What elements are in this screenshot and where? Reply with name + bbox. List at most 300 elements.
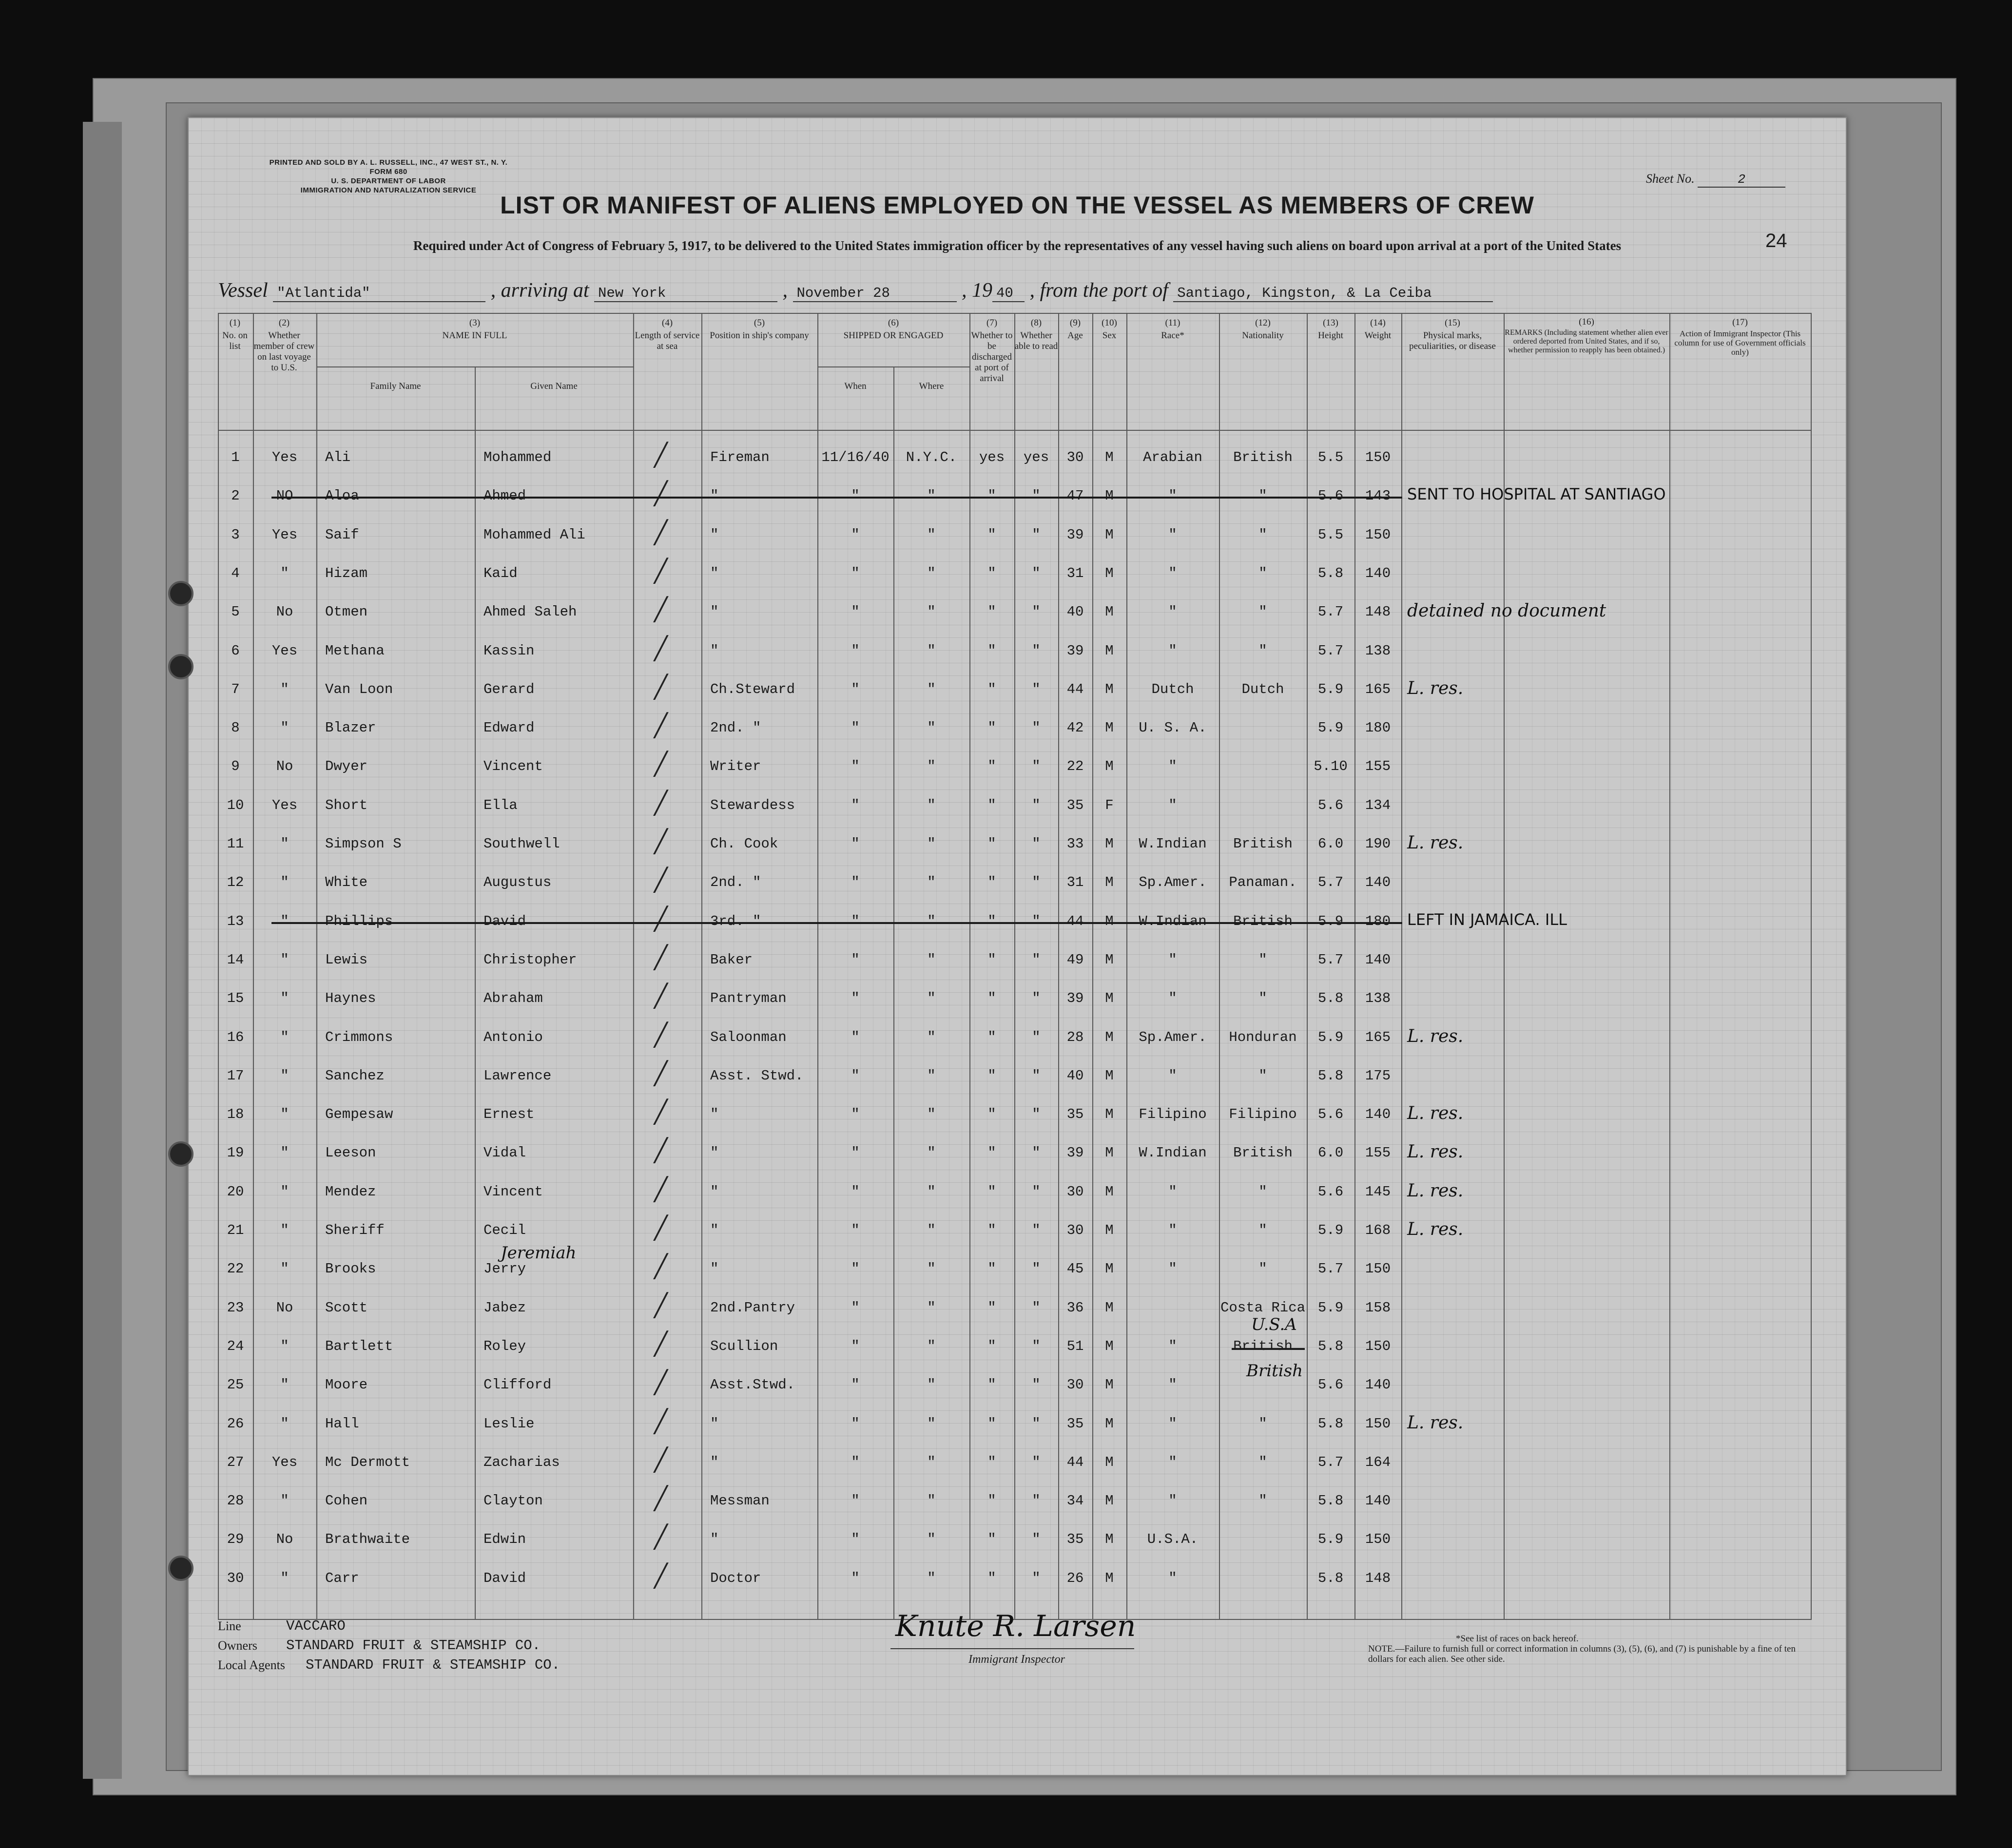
- cell-read: ": [1032, 990, 1041, 1007]
- cell-when: ": [851, 1106, 860, 1123]
- cell-age: 44: [1066, 1454, 1084, 1470]
- cell-read: ": [1032, 1299, 1041, 1316]
- cell-race: W.Indian: [1139, 1145, 1207, 1161]
- cell-weight: 158: [1365, 1299, 1391, 1316]
- service-tick-mark: ╱: [654, 557, 668, 584]
- vessel-line: Vessel "Atlantida" , arriving at New York , November 28 , 19 40 , from the port of Santiago, Kingston, & La Ceiba: [218, 279, 1493, 302]
- remark-note: L. res.: [1407, 833, 1464, 853]
- cell-weight: 148: [1365, 604, 1391, 620]
- cell-when: ": [851, 1454, 860, 1470]
- cell-position: 2nd.Pantry: [710, 1299, 795, 1316]
- remark-note: detained no document: [1407, 601, 1606, 621]
- cell-read: ": [1032, 681, 1041, 697]
- cell-race: ": [1168, 1377, 1177, 1393]
- cell-read: ": [1032, 1261, 1041, 1277]
- agents-value: STANDARD FRUIT & STEAMSHIP CO.: [306, 1657, 561, 1673]
- cell-sex: M: [1105, 836, 1114, 852]
- cell-when: ": [851, 758, 860, 775]
- cell-nat: ": [1258, 1261, 1267, 1277]
- cell-no: 14: [227, 951, 244, 968]
- cell-race: ": [1168, 797, 1177, 813]
- cell-prev: ": [280, 1222, 289, 1238]
- cell-sex: M: [1105, 990, 1114, 1007]
- line-label: Line: [218, 1619, 241, 1633]
- cell-age: 47: [1066, 488, 1084, 504]
- cell-where: N.Y.C.: [906, 449, 957, 465]
- cell-weight: 140: [1365, 1377, 1391, 1393]
- agents-label: Local Agents: [218, 1658, 285, 1672]
- column-divider: [1669, 313, 1670, 1619]
- cell-height: 5.9: [1317, 1222, 1344, 1238]
- cell-no: 7: [231, 681, 240, 697]
- cell-given: Vincent: [484, 1183, 543, 1200]
- cell-position: ": [710, 1145, 719, 1161]
- cell-disch: ": [987, 720, 996, 736]
- cell-family: Dwyer: [325, 758, 368, 775]
- cell-race: ": [1168, 758, 1177, 775]
- cell-height: 5.6: [1317, 1106, 1344, 1123]
- cell-nat: ": [1258, 526, 1267, 543]
- punch-hole: [168, 654, 193, 679]
- cell-height: 5.9: [1317, 1029, 1344, 1045]
- cell-sex: M: [1105, 642, 1114, 659]
- cell-no: 2: [231, 488, 240, 504]
- col-header-race: (11) Race*: [1161, 318, 1184, 341]
- cell-family: Saif: [325, 526, 359, 543]
- cell-age: 49: [1066, 951, 1084, 968]
- cell-weight: 164: [1365, 1454, 1391, 1470]
- cell-given: Lawrence: [484, 1067, 552, 1084]
- cell-weight: 140: [1365, 565, 1391, 581]
- cell-where: ": [927, 1415, 936, 1432]
- cell-age: 31: [1066, 565, 1084, 581]
- cell-position: ": [710, 1531, 719, 1548]
- printer-line: PRINTED AND SOLD BY A. L. RUSSELL, INC., 47 WEST ST., N. Y.: [269, 158, 508, 167]
- service-tick-mark: ╱: [654, 519, 668, 545]
- cell-race: ": [1168, 642, 1177, 659]
- cell-age: 35: [1066, 1106, 1084, 1123]
- cell-age: 31: [1066, 874, 1084, 891]
- remark-note: L. res.: [1407, 1412, 1464, 1433]
- cell-sex: M: [1105, 913, 1114, 929]
- cell-no: 19: [227, 1145, 244, 1161]
- cell-sex: M: [1105, 526, 1114, 543]
- cell-disch: ": [987, 1183, 996, 1200]
- cell-given: Ahmed Saleh: [484, 604, 577, 620]
- cell-family: Brooks: [325, 1261, 376, 1277]
- nationality-handwritten: British: [1246, 1361, 1303, 1381]
- cell-no: 8: [231, 720, 240, 736]
- cell-read: ": [1032, 836, 1041, 852]
- cell-disch: ": [987, 951, 996, 968]
- cell-where: ": [927, 1261, 936, 1277]
- cell-sex: M: [1105, 1415, 1114, 1432]
- arrival-date: November 28: [793, 285, 957, 302]
- cell-no: 6: [231, 642, 240, 659]
- cell-where: ": [927, 758, 936, 775]
- cell-where: ": [927, 1454, 936, 1470]
- cell-sex: M: [1105, 449, 1114, 465]
- cell-read: ": [1032, 951, 1041, 968]
- cell-weight: 165: [1365, 681, 1391, 697]
- cell-no: 15: [227, 990, 244, 1007]
- cell-when: ": [851, 681, 860, 697]
- cell-nat: Panaman.: [1229, 874, 1297, 891]
- service-tick-mark: ╱: [654, 905, 668, 932]
- cell-sex: M: [1105, 1377, 1114, 1393]
- col-header-shipped: (6) SHIPPED OR ENGAGED: [843, 318, 944, 341]
- cell-height: 5.8: [1317, 1338, 1344, 1354]
- cell-family: Crimmons: [325, 1029, 393, 1045]
- cell-position: Asst. Stwd.: [710, 1067, 804, 1084]
- cell-weight: 165: [1365, 1029, 1391, 1045]
- cell-no: 9: [231, 758, 240, 775]
- cell-position: Writer: [710, 758, 761, 775]
- cell-read: ": [1032, 526, 1041, 543]
- cell-race: ": [1168, 1338, 1177, 1354]
- cell-sex: M: [1105, 1183, 1114, 1200]
- service-tick-mark: ╱: [654, 1485, 668, 1512]
- service-tick-mark: ╱: [654, 1330, 668, 1357]
- cell-disch: ": [987, 488, 996, 504]
- cell-prev: Yes: [271, 642, 298, 659]
- cell-family: Van Loon: [325, 681, 393, 697]
- cell-where: ": [927, 642, 936, 659]
- cell-height: 6.0: [1317, 836, 1344, 852]
- cell-prev: ": [280, 836, 289, 852]
- cell-weight: 150: [1365, 526, 1391, 543]
- cell-position: Ch. Cook: [710, 836, 778, 852]
- crew-table: [218, 313, 1812, 1619]
- page-number: 24: [1765, 230, 1787, 251]
- owners-value: STANDARD FRUIT & STEAMSHIP CO.: [286, 1637, 541, 1654]
- cell-sex: M: [1105, 720, 1114, 736]
- cell-nat: ": [1258, 642, 1267, 659]
- cell-sex: M: [1105, 1261, 1114, 1277]
- cell-nat: British: [1233, 1145, 1293, 1161]
- cell-weight: 145: [1365, 1183, 1391, 1200]
- cell-when: ": [851, 1338, 860, 1354]
- cell-nat: ": [1258, 990, 1267, 1007]
- cell-weight: 155: [1365, 1145, 1391, 1161]
- remark-note: L. res.: [1407, 1180, 1464, 1201]
- cell-weight: 140: [1365, 1106, 1391, 1123]
- binder-edge: [83, 122, 122, 1779]
- cell-read: ": [1032, 1338, 1041, 1354]
- cell-when: ": [851, 913, 860, 929]
- cell-where: ": [927, 1531, 936, 1548]
- cell-given: Kaid: [484, 565, 518, 581]
- cell-family: Aloa: [325, 488, 359, 504]
- cell-sex: M: [1105, 874, 1114, 891]
- cell-disch: ": [987, 526, 996, 543]
- service-tick-mark: ╱: [654, 1446, 668, 1473]
- cell-no: 10: [227, 797, 244, 813]
- col-header-position: (5) Position in ship's company: [710, 318, 809, 341]
- cell-when: ": [851, 565, 860, 581]
- cell-nat: Costa Rica: [1220, 1299, 1306, 1316]
- remark-note: L. res.: [1407, 1142, 1464, 1162]
- cell-disch: ": [987, 1415, 996, 1432]
- cell-nat: ": [1258, 1067, 1267, 1084]
- cell-position: ": [710, 604, 719, 620]
- cell-sex: M: [1105, 951, 1114, 968]
- cell-nat: ": [1258, 1183, 1267, 1200]
- cell-prev: Yes: [271, 1454, 298, 1470]
- cell-prev: No: [276, 1531, 293, 1548]
- service-tick-mark: ╱: [654, 1562, 668, 1589]
- cell-weight: 155: [1365, 758, 1391, 775]
- cell-race: Arabian: [1143, 449, 1202, 465]
- column-divider: [1811, 313, 1812, 1619]
- cell-given: Abraham: [484, 990, 543, 1007]
- cell-prev: ": [280, 951, 289, 968]
- cell-given: Christopher: [484, 951, 577, 968]
- cell-given: Vidal: [484, 1145, 526, 1161]
- cell-no: 3: [231, 526, 240, 543]
- cell-position: ": [710, 1261, 719, 1277]
- cell-race: ": [1168, 526, 1177, 543]
- cell-family: Phillips: [325, 913, 393, 929]
- cell-race: ": [1168, 488, 1177, 504]
- cell-where: ": [927, 1106, 936, 1123]
- cell-family: Gempesaw: [325, 1106, 393, 1123]
- cell-no: 28: [227, 1493, 244, 1509]
- cell-height: 5.7: [1317, 604, 1344, 620]
- cell-family: Sanchez: [325, 1067, 385, 1084]
- cell-age: 35: [1066, 1415, 1084, 1432]
- cell-age: 39: [1066, 526, 1084, 543]
- cell-height: 5.7: [1317, 642, 1344, 659]
- cell-sex: M: [1105, 1145, 1114, 1161]
- cell-where: ": [927, 526, 936, 543]
- cell-race: ": [1168, 1454, 1177, 1470]
- cell-weight: 150: [1365, 1338, 1391, 1354]
- given-name-handwritten: Jeremiah: [501, 1243, 577, 1263]
- cell-disch: ": [987, 1570, 996, 1586]
- cell-nat: ": [1258, 488, 1267, 504]
- vessel-label: Vessel: [218, 279, 268, 302]
- cell-no: 11: [227, 836, 244, 852]
- manifest-sheet: [188, 117, 1847, 1776]
- cell-given: Zacharias: [484, 1454, 560, 1470]
- cell-nat: ": [1258, 1415, 1267, 1432]
- cell-given: Jerry: [484, 1261, 526, 1277]
- cell-age: 22: [1066, 758, 1084, 775]
- cell-family: Carr: [325, 1570, 359, 1586]
- department-name: U. S. DEPARTMENT OF LABOR: [331, 177, 446, 185]
- service-tick-mark: ╱: [654, 442, 668, 468]
- cell-read: ": [1032, 1029, 1041, 1045]
- cell-position: 2nd. ": [710, 720, 761, 736]
- cell-prev: ": [280, 1570, 289, 1586]
- cell-position: Messman: [710, 1493, 770, 1509]
- cell-height: 5.6: [1317, 1183, 1344, 1200]
- cell-given: Clayton: [484, 1493, 543, 1509]
- cell-position: Baker: [710, 951, 753, 968]
- remark-note: L. res.: [1407, 1219, 1464, 1239]
- cell-nat: ": [1258, 1493, 1267, 1509]
- cell-weight: 190: [1365, 836, 1391, 852]
- cell-given: Cecil: [484, 1222, 526, 1238]
- cell-race: Sp.Amer.: [1139, 1029, 1207, 1045]
- cell-age: 39: [1066, 642, 1084, 659]
- cell-race: ": [1168, 1183, 1177, 1200]
- cell-prev: ": [280, 1261, 289, 1277]
- col-header-sex: (10) Sex: [1102, 318, 1117, 341]
- row-strike-line: [271, 497, 1402, 499]
- cell-position: ": [710, 1106, 719, 1123]
- cell-height: 5.8: [1317, 565, 1344, 581]
- cell-where: ": [927, 1377, 936, 1393]
- cell-height: 5.6: [1317, 488, 1344, 504]
- cell-prev: ": [280, 681, 289, 697]
- service-tick-mark: ╱: [654, 828, 668, 854]
- cell-prev: ": [280, 990, 289, 1007]
- cell-nat: British: [1233, 836, 1293, 852]
- cell-given: Edward: [484, 720, 535, 736]
- cell-nat: Honduran: [1229, 1029, 1297, 1045]
- cell-given: Mohammed: [484, 449, 552, 465]
- cell-race: Dutch: [1151, 681, 1194, 697]
- cell-where: ": [927, 951, 936, 968]
- cell-position: ": [710, 526, 719, 543]
- cell-prev: No: [276, 604, 293, 620]
- cell-no: 1: [231, 449, 240, 465]
- remark-note: SENT TO HOSPITAL AT SANTIAGO: [1407, 485, 1666, 504]
- cell-age: 39: [1066, 990, 1084, 1007]
- cell-where: ": [927, 797, 936, 813]
- cell-weight: 150: [1365, 449, 1391, 465]
- cell-weight: 180: [1365, 913, 1391, 929]
- cell-family: Otmen: [325, 604, 368, 620]
- cell-read: ": [1032, 1531, 1041, 1548]
- cell-nat: Dutch: [1241, 681, 1284, 697]
- cell-nat: Filipino: [1229, 1106, 1297, 1123]
- cell-disch: ": [987, 758, 996, 775]
- cell-weight: 140: [1365, 951, 1391, 968]
- cell-nat: ": [1258, 1454, 1267, 1470]
- service-tick-mark: ╱: [654, 1098, 668, 1125]
- cell-disch: ": [987, 1145, 996, 1161]
- cell-height: 5.9: [1317, 1299, 1344, 1316]
- cell-when: ": [851, 604, 860, 620]
- cell-read: ": [1032, 874, 1041, 891]
- cell-prev: ": [280, 913, 289, 929]
- cell-race: ": [1168, 990, 1177, 1007]
- cell-when: ": [851, 1377, 860, 1393]
- cell-given: Antonio: [484, 1029, 543, 1045]
- cell-sex: M: [1105, 1222, 1114, 1238]
- cell-weight: 180: [1365, 720, 1391, 736]
- cell-no: 4: [231, 565, 240, 581]
- cell-age: 44: [1066, 681, 1084, 697]
- cell-height: 5.7: [1317, 1261, 1344, 1277]
- service-tick-mark: ╱: [654, 866, 668, 893]
- cell-nat: British: [1233, 449, 1293, 465]
- cell-given: Augustus: [484, 874, 552, 891]
- cell-read: ": [1032, 1415, 1041, 1432]
- cell-height: 5.8: [1317, 1570, 1344, 1586]
- col-header-action: (17) Action of Immigrant Inspector (This column for use of Government officials only): [1674, 317, 1806, 357]
- service-tick-mark: ╱: [654, 480, 668, 507]
- cell-race: W.Indian: [1139, 836, 1207, 852]
- cell-position: Stewardess: [710, 797, 795, 813]
- owners-label: Owners: [218, 1638, 257, 1653]
- cell-given: Ella: [484, 797, 518, 813]
- cell-disch: ": [987, 642, 996, 659]
- cell-where: ": [927, 913, 936, 929]
- cell-race: U. S. A.: [1139, 720, 1207, 736]
- cell-weight: 150: [1365, 1531, 1391, 1548]
- cell-position: Pantryman: [710, 990, 787, 1007]
- service-tick-mark: ╱: [654, 751, 668, 777]
- cell-read: ": [1032, 565, 1041, 581]
- cell-family: Blazer: [325, 720, 376, 736]
- col-header-discharge: (7) Whether to be discharged at port of arrival: [971, 318, 1013, 384]
- cell-where: ": [927, 1222, 936, 1238]
- cell-no: 20: [227, 1183, 244, 1200]
- cell-weight: 143: [1365, 488, 1391, 504]
- cell-age: 40: [1066, 604, 1084, 620]
- cell-age: 51: [1066, 1338, 1084, 1354]
- cell-family: Haynes: [325, 990, 376, 1007]
- cell-position: ": [710, 565, 719, 581]
- cell-read: ": [1032, 913, 1041, 929]
- cell-height: 5.9: [1317, 1531, 1344, 1548]
- cell-height: 5.9: [1317, 681, 1344, 697]
- cell-age: 28: [1066, 1029, 1084, 1045]
- col-header-read: (8) Whether able to read: [1014, 318, 1058, 351]
- remark-note: LEFT IN JAMAICA. ILL: [1407, 910, 1567, 929]
- cell-where: ": [927, 1493, 936, 1509]
- service-tick-mark: ╱: [654, 596, 668, 623]
- cell-position: ": [710, 488, 719, 504]
- cell-no: 30: [227, 1570, 244, 1586]
- cell-disch: ": [987, 1106, 996, 1123]
- cell-given: Clifford: [484, 1377, 552, 1393]
- cell-prev: ": [280, 1145, 289, 1161]
- cell-position: 3rd. ": [710, 913, 761, 929]
- cell-sex: M: [1105, 758, 1114, 775]
- cell-read: ": [1032, 758, 1041, 775]
- inspector-label: Immigrant Inspector: [968, 1653, 1065, 1666]
- sheet-number-value: 2: [1698, 172, 1785, 188]
- cell-sex: M: [1105, 1299, 1114, 1316]
- cell-race: ": [1168, 1222, 1177, 1238]
- cell-no: 22: [227, 1261, 244, 1277]
- cell-read: ": [1032, 720, 1041, 736]
- cell-no: 12: [227, 874, 244, 891]
- cell-age: 30: [1066, 1183, 1084, 1200]
- cell-weight: 138: [1365, 642, 1391, 659]
- cell-when: ": [851, 1145, 860, 1161]
- cell-weight: 148: [1365, 1570, 1391, 1586]
- cell-no: 13: [227, 913, 244, 929]
- cell-where: ": [927, 1067, 936, 1084]
- cell-given: Leslie: [484, 1415, 535, 1432]
- cell-where: ": [927, 990, 936, 1007]
- cell-height: 5.8: [1317, 1415, 1344, 1432]
- cell-prev: No: [276, 758, 293, 775]
- cell-where: ": [927, 1570, 936, 1586]
- cell-age: 34: [1066, 1493, 1084, 1509]
- cell-prev: NO: [276, 488, 293, 504]
- cell-prev: ": [280, 1338, 289, 1354]
- cell-age: 33: [1066, 836, 1084, 852]
- col-header-service: (4) Length of service at sea: [635, 318, 700, 351]
- cell-race: ": [1168, 1067, 1177, 1084]
